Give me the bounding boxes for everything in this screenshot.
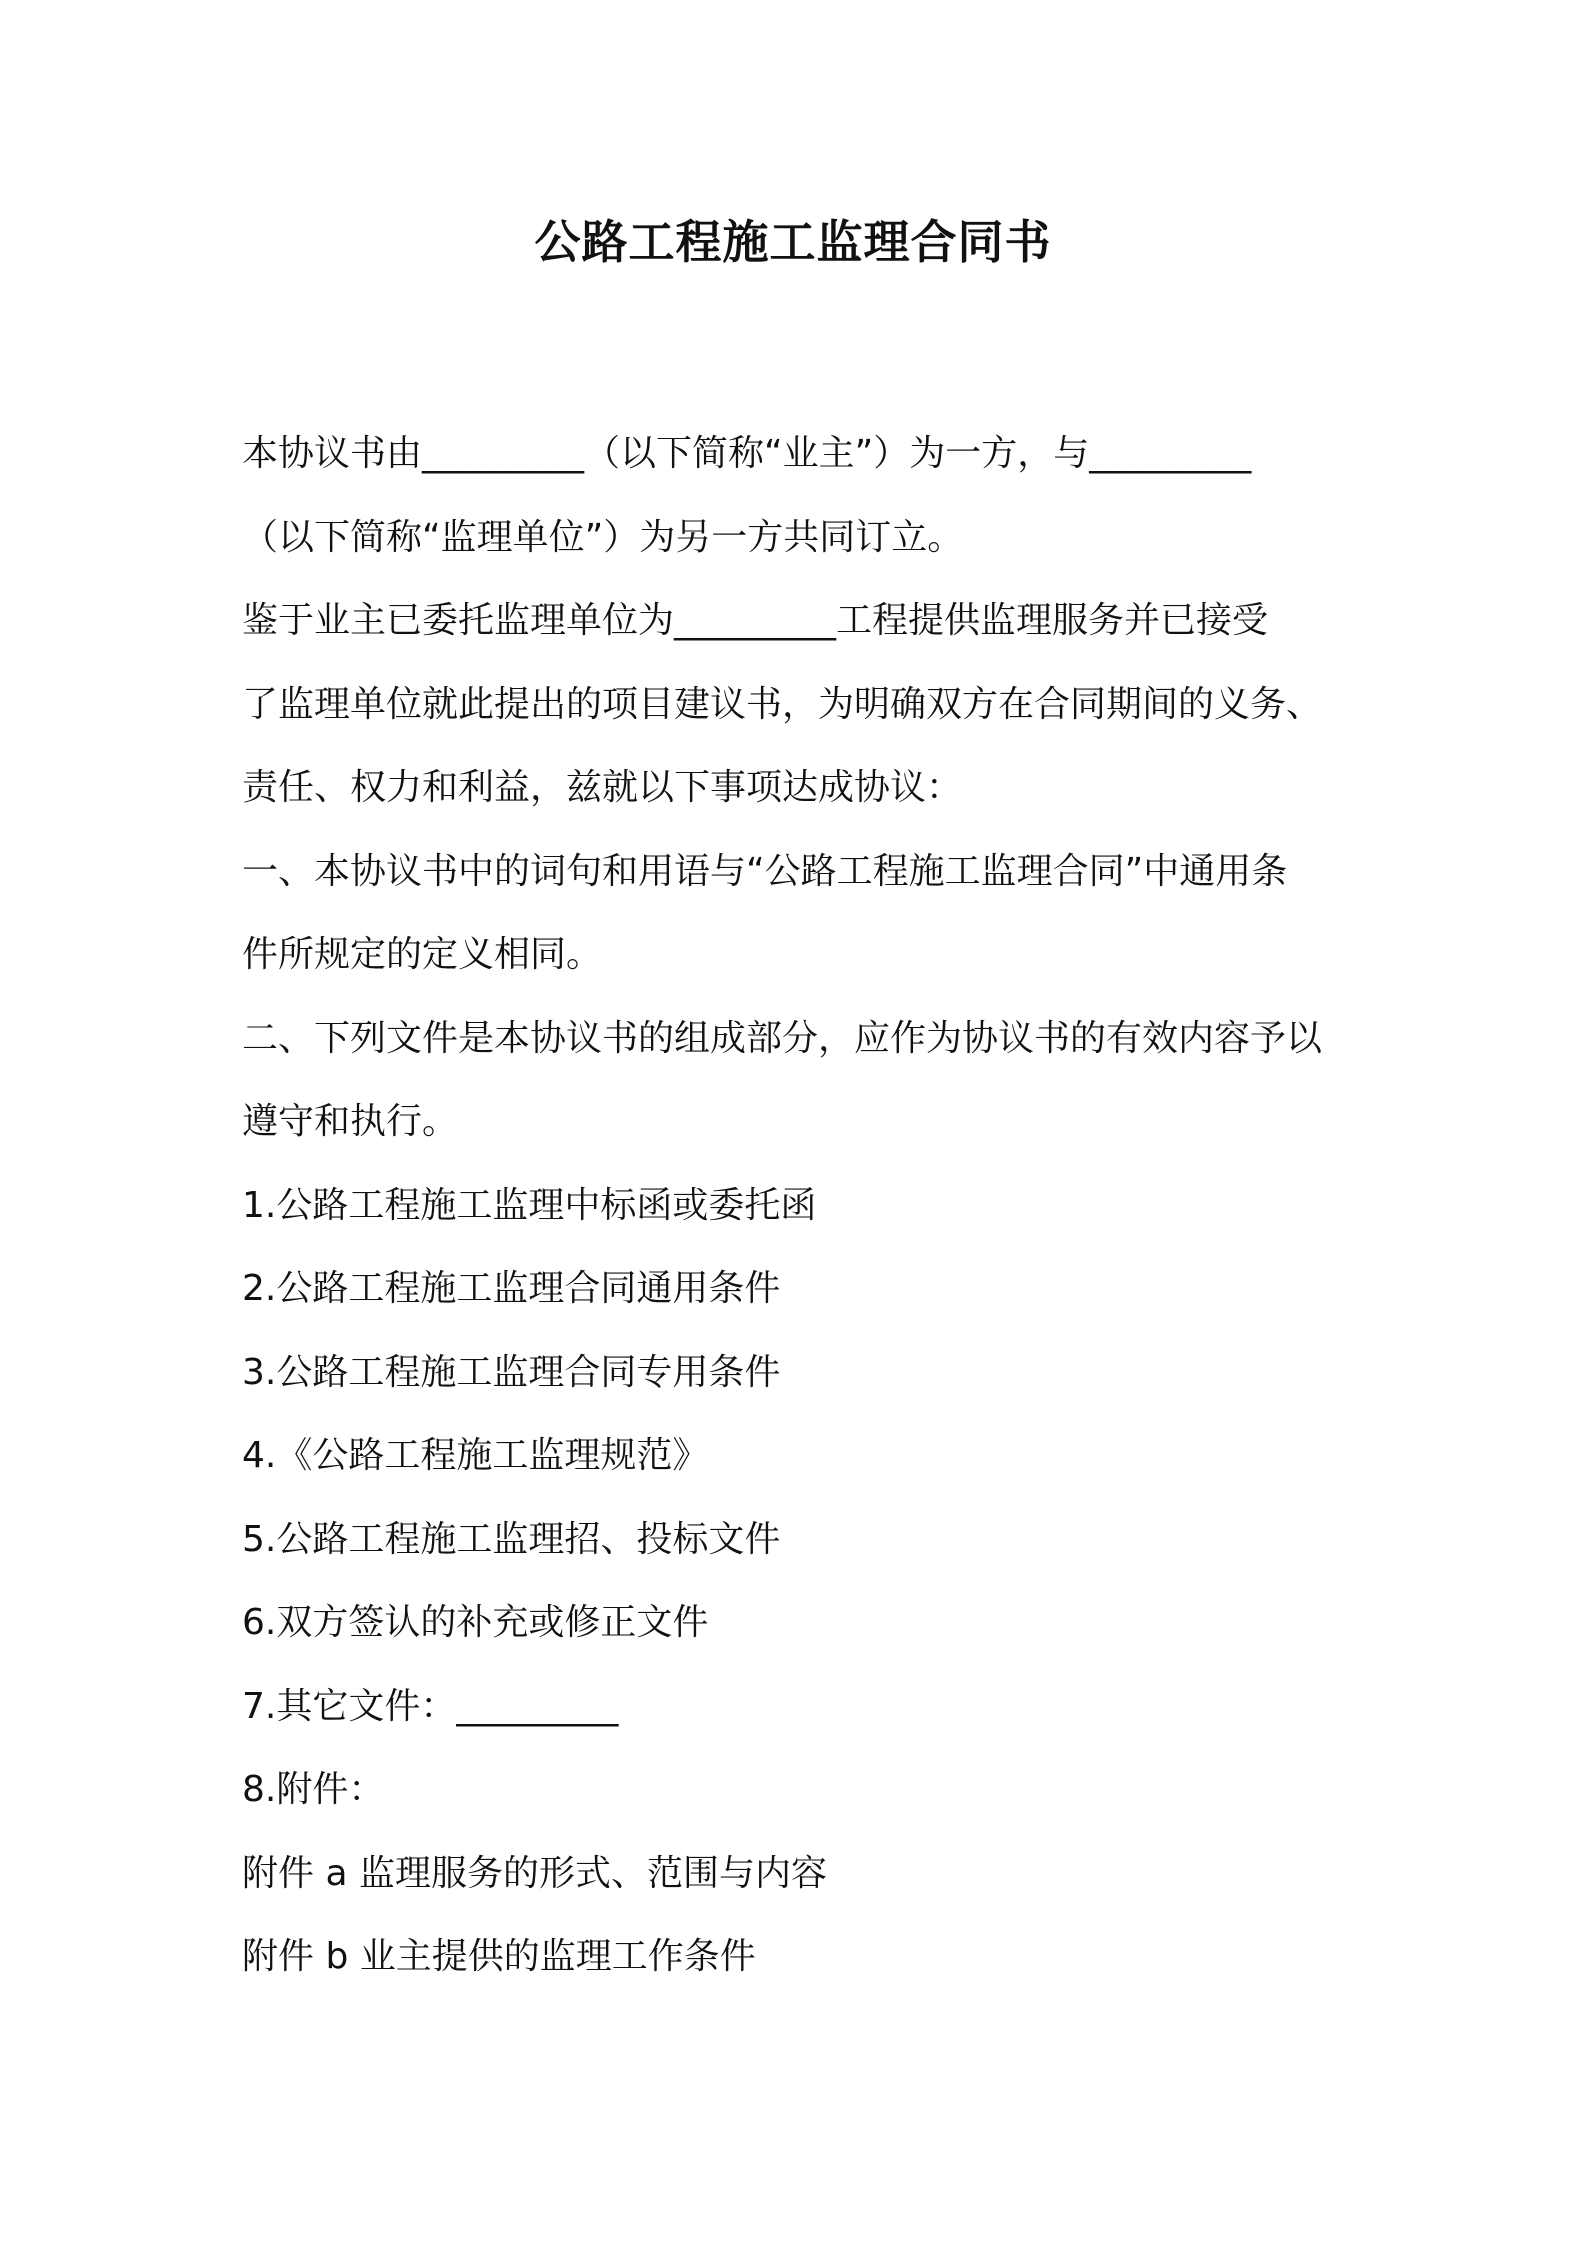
body-line-8: 二、下列文件是本协议书的组成部分，应作为协议书的有效内容予以 — [242, 1017, 1323, 1059]
body-line-4: 了监理单位就此提出的项目建议书，为明确双方在合同期间的义务、 — [242, 683, 1323, 725]
list-item-1: 1.公路工程施工监理中标函或委托函 — [242, 1184, 817, 1226]
body-line-1: 本协议书由_________（以下简称“业主”）为一方，与_________ — [242, 433, 1252, 474]
list-item-4: 4.《公路工程施工监理规范》 — [242, 1435, 709, 1476]
list-item-5: 5.公路工程施工监理招、投标文件 — [242, 1518, 781, 1560]
list-item-7: 7.其它文件：_________ — [242, 1685, 619, 1727]
attachment-a: 附件 a 监理服务的形式、范围与内容 — [242, 1852, 827, 1894]
body-line-5: 责任、权力和利益，兹就以下事项达成协议： — [242, 767, 963, 808]
attachment-b: 附件 b 业主提供的监理工作条件 — [242, 1936, 756, 1977]
list-item-3: 3.公路工程施工监理合同专用条件 — [242, 1351, 781, 1393]
body-line-3: 鉴于业主已委托监理单位为_________工程提供监理服务并已接受 — [242, 600, 1269, 641]
body-line-6: 一、本协议书中的词句和用语与“公路工程施工监理合同”中通用条 — [242, 850, 1288, 892]
list-item-8: 8.附件： — [242, 1769, 385, 1810]
body-line-2: （以下简称“监理单位”）为另一方共同订立。 — [242, 516, 964, 558]
list-item-2: 2.公路工程施工监理合同通用条件 — [242, 1268, 781, 1309]
body-line-7: 件所规定的定义相同。 — [242, 934, 603, 975]
body-line-9: 遵守和执行。 — [242, 1101, 459, 1142]
list-item-6: 6.双方签认的补充或修正文件 — [242, 1602, 709, 1643]
document-title: 公路工程施工监理合同书 — [534, 215, 1052, 269]
document-body — [242, 412, 1362, 1999]
